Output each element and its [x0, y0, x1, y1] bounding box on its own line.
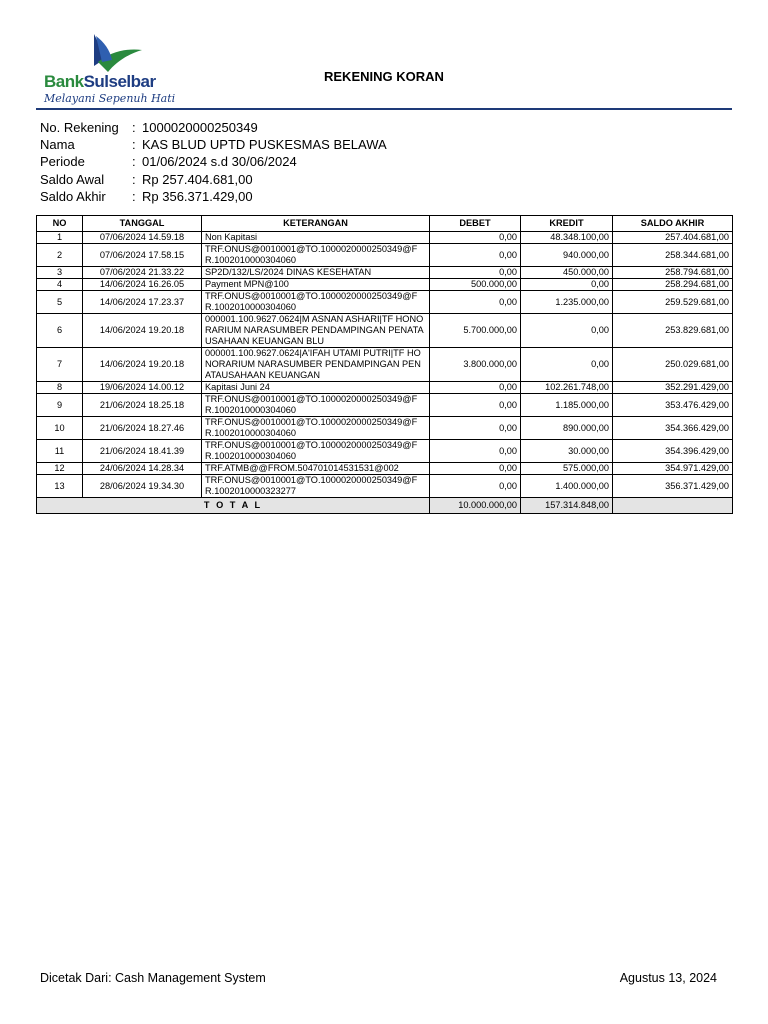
cell-debit: 5.700.000,00 — [430, 314, 521, 348]
table-row — [37, 267, 733, 279]
column-header-description: KETERANGAN — [202, 216, 430, 232]
cell-debit: 0,00 — [430, 382, 521, 394]
cell-credit: 1.235.000,00 — [521, 291, 613, 314]
cell-description: SP2D/132/LS/2024 DINAS KESEHATAN — [202, 267, 430, 279]
table-row — [37, 348, 733, 382]
cell-date: 19/06/2024 14.00.12 — [83, 382, 202, 394]
table-header-row — [37, 216, 733, 232]
cell-balance: 353.476.429,00 — [613, 394, 733, 417]
table-row — [37, 382, 733, 394]
cell-date: 21/06/2024 18.41.39 — [83, 440, 202, 463]
cell-debit: 0,00 — [430, 440, 521, 463]
cell-description: TRF.ONUS@0010001@TO.1000020000250349@FR.1002010000323277 — [202, 475, 430, 498]
info-label: Saldo Awal — [40, 171, 105, 187]
column-header-date: TANGGAL — [83, 216, 202, 232]
info-label: No. Rekening — [40, 120, 119, 135]
cell-balance: 352.291.429,00 — [613, 382, 733, 394]
table-row — [37, 232, 733, 244]
column-header-debit: DEBET — [430, 216, 521, 232]
brand-name — [44, 72, 156, 92]
table-row — [37, 314, 733, 348]
cell-credit: 0,00 — [521, 314, 613, 348]
info-row-account-number: No. Rekening : 1000020000250349 — [40, 120, 258, 135]
cell-date: 21/06/2024 18.25.18 — [83, 394, 202, 417]
cell-balance: 356.371.429,00 — [613, 475, 733, 498]
info-label: Periode — [40, 154, 85, 170]
cell-no: 3 — [37, 267, 83, 279]
cell-no: 10 — [37, 417, 83, 440]
cell-balance: 253.829.681,00 — [613, 314, 733, 348]
cell-no: 4 — [37, 279, 83, 291]
cell-credit: 102.261.748,00 — [521, 382, 613, 394]
total-balance-empty — [613, 498, 733, 514]
cell-credit: 0,00 — [521, 348, 613, 382]
cell-description: Payment MPN@100 — [202, 279, 430, 291]
info-row-period: Periode : 01/06/2024 s.d 30/06/2024 — [40, 154, 297, 170]
cell-date: 07/06/2024 14.59.18 — [83, 232, 202, 244]
cell-balance: 258.794.681,00 — [613, 267, 733, 279]
cell-date: 07/06/2024 17.58.15 — [83, 244, 202, 267]
cell-debit: 500.000,00 — [430, 279, 521, 291]
cell-debit: 0,00 — [430, 463, 521, 475]
info-value: 1000020000250349 — [142, 120, 258, 135]
cell-date: 14/06/2024 16.26.05 — [83, 279, 202, 291]
table-row — [37, 244, 733, 267]
total-row — [37, 498, 733, 514]
total-debit: 10.000.000,00 — [430, 498, 521, 514]
cell-date: 14/06/2024 17.23.37 — [83, 291, 202, 314]
cell-no: 6 — [37, 314, 83, 348]
table-row — [37, 463, 733, 475]
transaction-table — [36, 215, 733, 514]
cell-description: 000001.100.9627.0624|M ASNAN ASHARI|TF HONORARIUM NARASUMBER PENDAMPINGAN PENATAUSAHAAN KEUANGAN BLU — [202, 314, 430, 348]
cell-credit: 0,00 — [521, 279, 613, 291]
info-row-opening-balance: Saldo Awal : Rp 257.404.681,00 — [40, 171, 253, 187]
cell-description: TRF.ONUS@0010001@TO.1000020000250349@FR.1002010000304060 — [202, 291, 430, 314]
table-row — [37, 475, 733, 498]
cell-date: 07/06/2024 21.33.22 — [83, 267, 202, 279]
column-header-no: NO — [37, 216, 83, 232]
cell-no: 8 — [37, 382, 83, 394]
cell-debit: 3.800.000,00 — [430, 348, 521, 382]
cell-description: Non Kapitasi — [202, 232, 430, 244]
cell-debit: 0,00 — [430, 244, 521, 267]
brand-name-part2: Sulselbar — [83, 72, 156, 91]
cell-date: 24/06/2024 14.28.34 — [83, 463, 202, 475]
page-title: REKENING KORAN — [324, 69, 444, 84]
info-label: Saldo Akhir — [40, 188, 106, 204]
column-header-credit: KREDIT — [521, 216, 613, 232]
cell-no: 5 — [37, 291, 83, 314]
cell-balance: 258.344.681,00 — [613, 244, 733, 267]
cell-description: 000001.100.9627.0624|A'IFAH UTAMI PUTRI|TF HONORARIUM NARASUMBER PENDAMPINGAN PENATAUSAHAAN KEUANGAN — [202, 348, 430, 382]
info-row-name: Nama : KAS BLUD UPTD PUSKESMAS BELAWA — [40, 137, 387, 153]
column-header-balance: SALDO AKHIR — [613, 216, 733, 232]
cell-debit: 0,00 — [430, 475, 521, 498]
table-row — [37, 279, 733, 291]
info-value: Rp 257.404.681,00 — [142, 171, 253, 187]
header-divider — [36, 108, 732, 110]
cell-credit: 1.400.000,00 — [521, 475, 613, 498]
cell-debit: 0,00 — [430, 417, 521, 440]
cell-credit: 48.348.100,00 — [521, 232, 613, 244]
cell-no: 2 — [37, 244, 83, 267]
account-info — [40, 119, 387, 205]
cell-no: 1 — [37, 232, 83, 244]
cell-balance: 354.366.429,00 — [613, 417, 733, 440]
brand-tagline: Melayani Sepenuh Hati — [44, 92, 176, 105]
total-label: T O T A L — [37, 498, 430, 514]
info-row-closing-balance: Saldo Akhir : Rp 356.371.429,00 — [40, 188, 253, 204]
printed-from: Dicetak Dari: Cash Management System — [40, 971, 266, 985]
cell-credit: 890.000,00 — [521, 417, 613, 440]
cell-date: 14/06/2024 19.20.18 — [83, 348, 202, 382]
sail-logo-icon — [88, 32, 144, 74]
cell-date: 21/06/2024 18.27.46 — [83, 417, 202, 440]
cell-credit: 30.000,00 — [521, 440, 613, 463]
cell-debit: 0,00 — [430, 394, 521, 417]
cell-credit: 575.000,00 — [521, 463, 613, 475]
bank-logo — [40, 32, 180, 104]
cell-no: 13 — [37, 475, 83, 498]
cell-balance: 258.294.681,00 — [613, 279, 733, 291]
cell-description: TRF.ONUS@0010001@TO.1000020000250349@FR.1002010000304060 — [202, 440, 430, 463]
cell-date: 28/06/2024 19.34.30 — [83, 475, 202, 498]
cell-no: 12 — [37, 463, 83, 475]
info-label: Nama — [40, 137, 75, 153]
cell-description: TRF.ONUS@0010001@TO.1000020000250349@FR.1002010000304060 — [202, 394, 430, 417]
info-value: Rp 356.371.429,00 — [142, 188, 253, 204]
cell-debit: 0,00 — [430, 232, 521, 244]
cell-balance: 250.029.681,00 — [613, 348, 733, 382]
cell-no: 11 — [37, 440, 83, 463]
cell-credit: 450.000,00 — [521, 267, 613, 279]
cell-date: 14/06/2024 19.20.18 — [83, 314, 202, 348]
table-row — [37, 417, 733, 440]
table-row — [37, 394, 733, 417]
table-body — [37, 232, 733, 498]
cell-no: 7 — [37, 348, 83, 382]
cell-credit: 940.000,00 — [521, 244, 613, 267]
cell-description: TRF.ONUS@0010001@TO.1000020000250349@FR.1002010000304060 — [202, 244, 430, 267]
cell-description: TRF.ONUS@0010001@TO.1000020000250349@FR.1002010000304060 — [202, 417, 430, 440]
print-date: Agustus 13, 2024 — [619, 971, 717, 985]
cell-balance: 257.404.681,00 — [613, 232, 733, 244]
info-value: 01/06/2024 s.d 30/06/2024 — [142, 154, 297, 170]
table-row — [37, 440, 733, 463]
cell-debit: 0,00 — [430, 291, 521, 314]
table-row — [37, 291, 733, 314]
cell-balance: 354.971.429,00 — [613, 463, 733, 475]
brand-name-part1: Bank — [44, 72, 84, 91]
cell-credit: 1.185.000,00 — [521, 394, 613, 417]
cell-description: TRF.ATMB@@FROM.504701014531531@002 — [202, 463, 430, 475]
cell-description: Kapitasi Juni 24 — [202, 382, 430, 394]
total-credit: 157.314.848,00 — [521, 498, 613, 514]
cell-balance: 259.529.681,00 — [613, 291, 733, 314]
cell-balance: 354.396.429,00 — [613, 440, 733, 463]
cell-debit: 0,00 — [430, 267, 521, 279]
cell-no: 9 — [37, 394, 83, 417]
info-value: KAS BLUD UPTD PUSKESMAS BELAWA — [142, 137, 387, 153]
